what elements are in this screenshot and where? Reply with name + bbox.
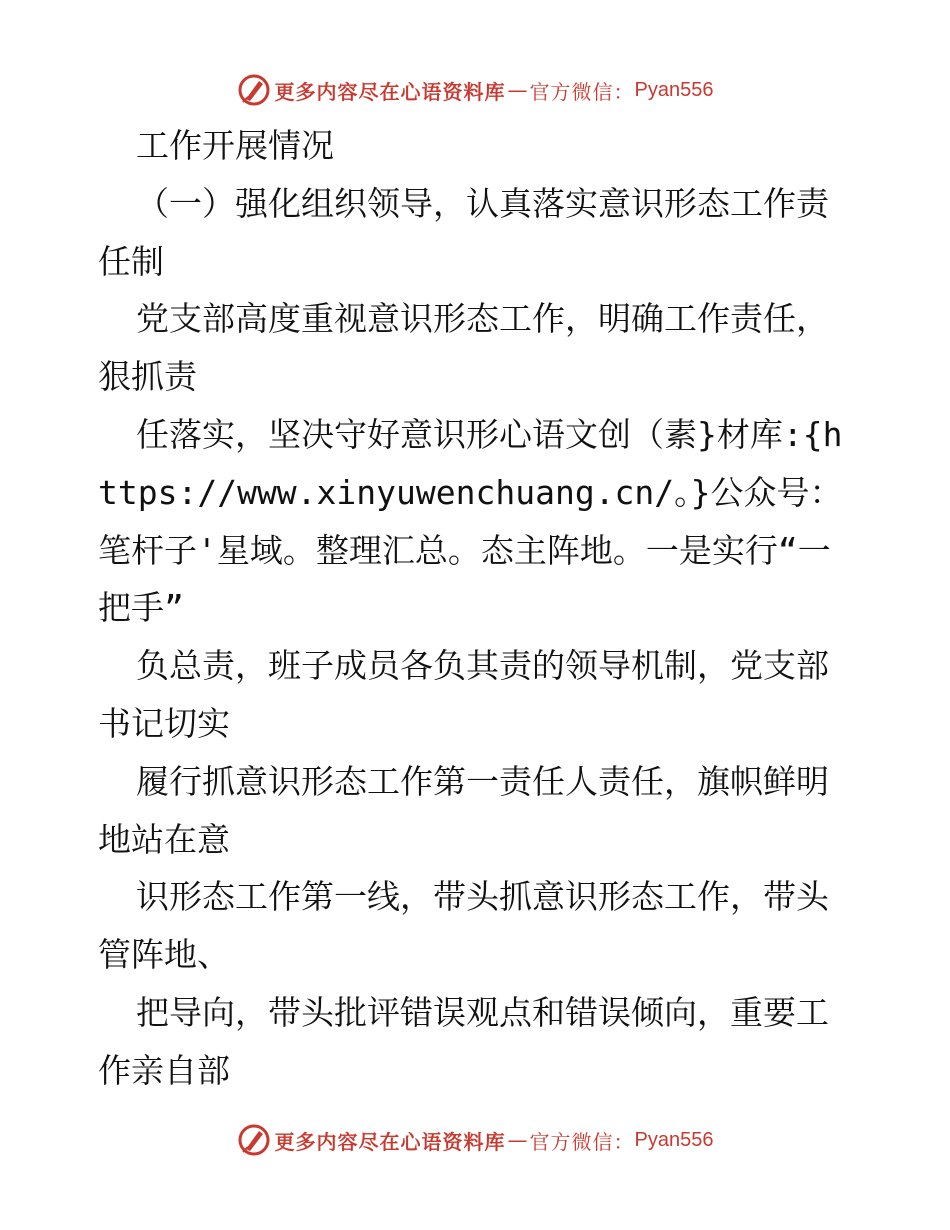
- paragraph: （一）强化组织领导，认真落实意识形态工作责任制: [98, 183, 829, 281]
- paragraph: 履行抓意识形态工作第一责任人责任，旗帜鲜明地站在意: [98, 761, 829, 859]
- document-body: [98, 117, 858, 1100]
- banner-wechat-id: Pyan556: [634, 1128, 714, 1151]
- paragraph: 工作开展情况: [136, 126, 334, 165]
- header-banner: [0, 70, 950, 110]
- banner-brand: 更多内容尽在心语资料库: [274, 79, 506, 104]
- paragraph: 任落实，坚决守好意识形心语文创（素}材库:{https://www.xinyuwenchuang.cn/。}公众号：笔杆子'星域。整理汇总。态主阵地。一是实行“一把手”: [98, 414, 843, 628]
- banner-wechat-id: Pyan556: [634, 78, 714, 101]
- paragraph: 识形态工作第一线，带头抓意识形态工作，带头管阵地、: [98, 877, 829, 975]
- paragraph: 把导向，带头批评错误观点和错误倾向，重要工作亲自部: [98, 992, 829, 1090]
- paragraph: 党支部高度重视意识形态工作，明确工作责任，狠抓责: [98, 299, 829, 397]
- footer-banner: [0, 1120, 950, 1160]
- quill-logo-icon: [237, 1123, 271, 1157]
- banner-wechat-label: 官方微信：: [529, 1129, 635, 1154]
- banner-brand: 更多内容尽在心语资料库: [274, 1129, 506, 1154]
- banner-dash: —: [507, 78, 528, 102]
- banner-wechat-label: 官方微信：: [529, 79, 635, 104]
- banner-dash: —: [507, 1128, 528, 1152]
- paragraph: 负总责，班子成员各负其责的领导机制，党支部书记切实: [98, 646, 829, 743]
- quill-logo-icon: [237, 73, 271, 107]
